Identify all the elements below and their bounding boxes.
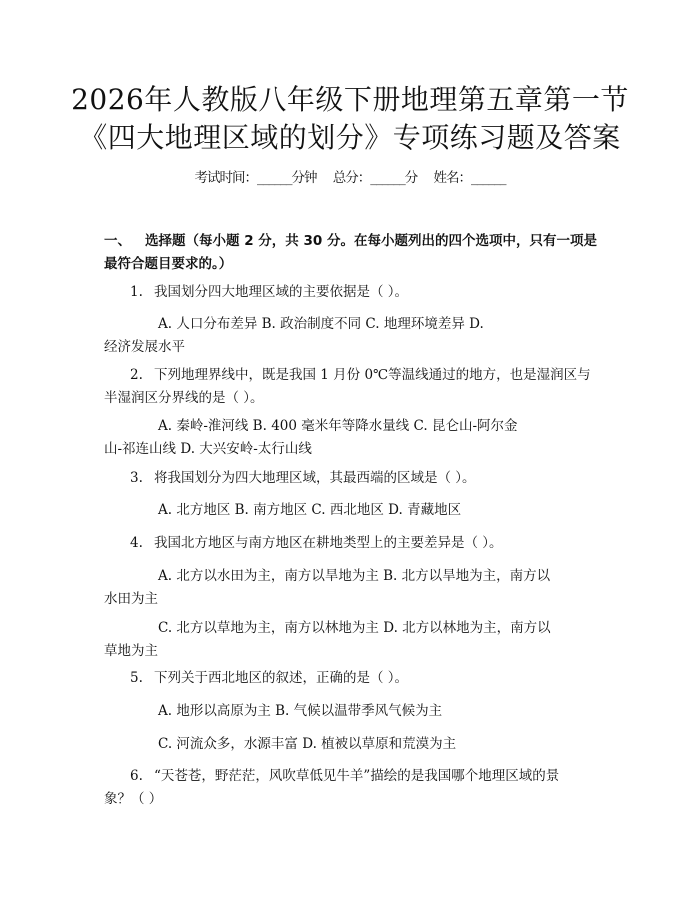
question-number: 4.: [130, 535, 143, 551]
question-2-options: [104, 415, 598, 461]
question-5-options-cd: [104, 733, 598, 756]
question-4-options-cd: [104, 617, 598, 663]
option-line: 草地为主: [104, 643, 158, 659]
option-line: A. 北方以水田为主，南方以旱地为主 B. 北方以旱地为主，南方以: [158, 568, 551, 584]
question-stem-line: “天苍苍，野茫茫，风吹草低见牛羊”描绘的是我国哪个地理区域的景: [154, 768, 560, 784]
section-heading-line2: 最符合题目要求的。）: [104, 256, 233, 272]
exam-time-field: 考试时间：______分钟: [194, 170, 317, 186]
exam-info: [0, 168, 700, 188]
question-2-stem: [104, 364, 598, 410]
question-stem-line: 我国北方地区与南方地区在耕地类型上的主要差异是（ ）。: [154, 535, 503, 551]
question-stem-line: 我国划分四大地理区域的主要依据是（ ）。: [154, 284, 409, 300]
option-line: C. 河流众多，水源丰富 D. 植被以草原和荒漠为主: [158, 736, 457, 752]
question-5-stem: [104, 667, 598, 690]
student-name-field: 姓名：______: [433, 170, 506, 186]
option-line: 山-祁连山线 D. 大兴安岭-太行山线: [104, 441, 312, 457]
question-6-stem: [104, 765, 598, 811]
document-title-line2: 《四大地理区域的划分》专项练习题及答案: [79, 121, 621, 154]
option-line: A. 北方地区 B. 南方地区 C. 西北地区 D. 青藏地区: [158, 502, 462, 518]
question-number: 1.: [130, 284, 143, 300]
question-stem-line: 下列关于西北地区的叙述，正确的是（ ）。: [154, 670, 409, 686]
section-heading-line1: 选择题（每小题 2 分，共 30 分。在每小题列出的四个选项中，只有一项是: [145, 233, 597, 249]
section-heading: [104, 230, 598, 276]
option-line: 水田为主: [104, 591, 158, 607]
document-title-line1: 2026年人教版八年级下册地理第五章第一节: [71, 83, 629, 116]
question-number: 6.: [130, 768, 143, 784]
question-4-stem: [104, 532, 598, 555]
question-3-stem: [104, 467, 598, 490]
section-number: 一、: [104, 233, 131, 249]
question-1-stem: [104, 281, 598, 304]
option-line: C. 北方以草地为主，南方以林地为主 D. 北方以林地为主，南方以: [158, 620, 551, 636]
question-5-options-ab: [104, 700, 598, 723]
option-line: A. 地形以高原为主 B. 气候以温带季风气候为主: [158, 703, 443, 719]
question-number: 3.: [130, 470, 143, 486]
exam-score-field: 总分：______分: [332, 170, 418, 186]
question-stem-line: 半湿润区分界线的是（ ）。: [104, 390, 264, 406]
question-stem-line: 将我国划分为四大地理区域，其最西端的区域是（ ）。: [154, 470, 476, 486]
question-number: 5.: [130, 670, 143, 686]
question-3-options: [104, 499, 598, 522]
question-4-options-ab: [104, 565, 598, 611]
option-line: A. 人口分布差异 B. 政治制度不同 C. 地理环境差异 D.: [158, 316, 484, 332]
question-stem-line: 下列地理界线中，既是我国 1 月份 0℃等温线通过的地方，也是湿润区与: [154, 367, 591, 383]
question-number: 2.: [130, 367, 143, 383]
question-1-options: [104, 313, 598, 359]
option-line: 经济发展水平: [104, 339, 185, 355]
option-line: A. 秦岭-淮河线 B. 400 毫米年等降水量线 C. 昆仑山-阿尔金: [158, 418, 518, 434]
question-stem-line: 象？（ ）: [104, 791, 163, 807]
